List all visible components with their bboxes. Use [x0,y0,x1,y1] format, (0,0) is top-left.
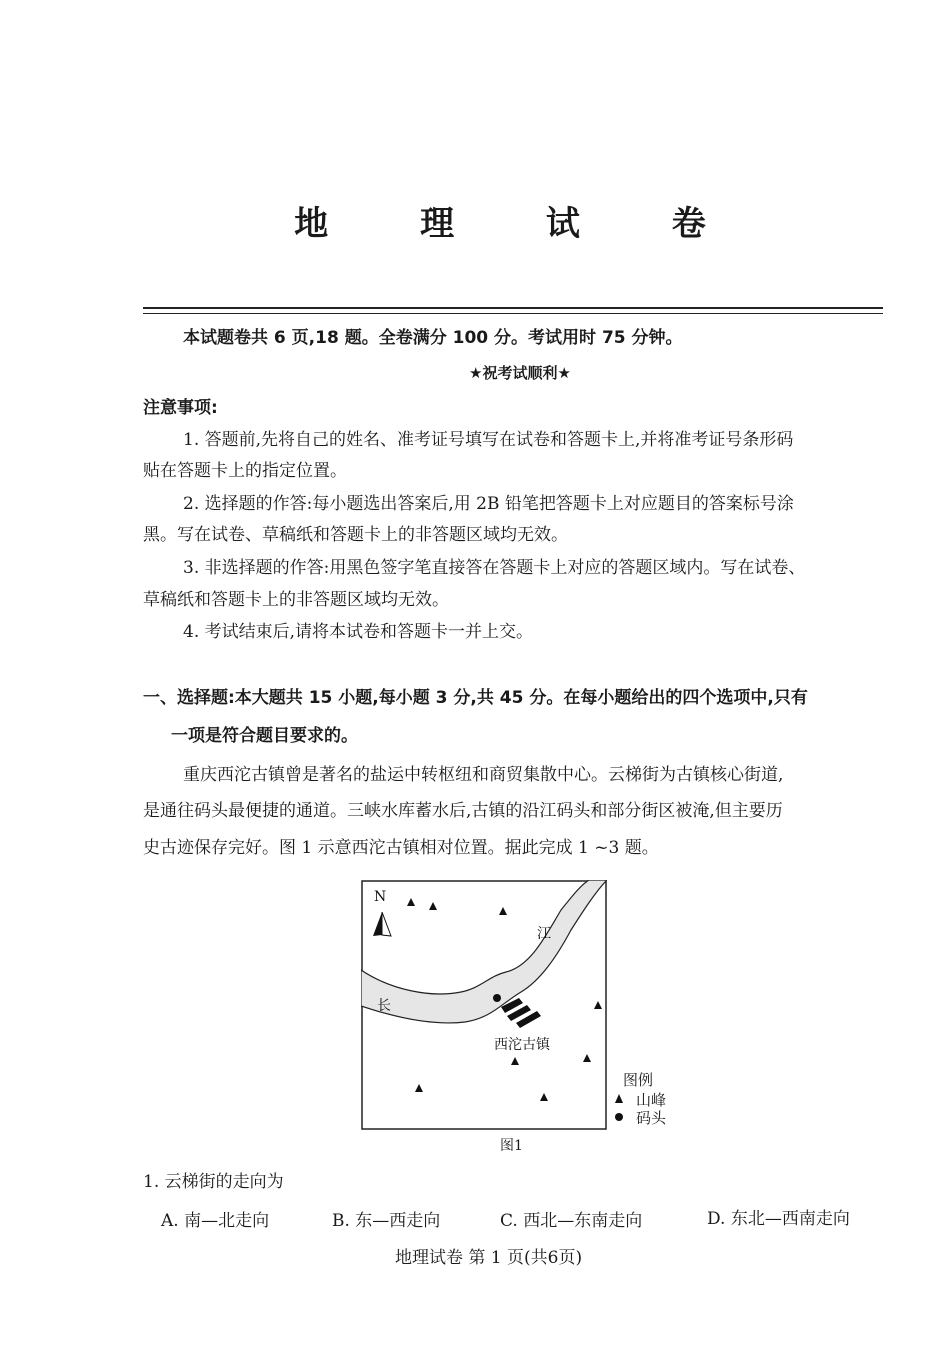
exam-motto: ★祝考试顺利★ [469,364,571,382]
header-rule-thin [143,313,883,314]
river-label-chang: 长 [377,998,391,1014]
note-2-line-2: 黑。写在试卷、草稿纸和答题卡上的非答题区域均无效。 [143,525,568,545]
page-footer: 地理试卷 第 1 页(共6页) [395,1248,583,1268]
legend-dock-label: 码头 [636,1109,667,1127]
header-rule-thick [143,307,883,309]
exam-info: 本试题卷共 6 页,18 题。全卷满分 100 分。考试用时 75 分钟。 [183,328,683,348]
north-label: N [374,889,387,905]
passage-line-3: 史古迹保存完好。图 1 示意西沱古镇相对位置。据此完成 1 ~3 题。 [143,838,659,858]
legend-dock-icon [613,1111,625,1123]
location-map [361,880,607,1130]
passage-line-1: 重庆西沱古镇曾是著名的盐运中转枢纽和商贸集散中心。云梯街为古镇核心街道, [183,765,784,785]
notes-heading: 注意事项: [143,398,218,418]
town-label: 西沱古镇 [494,1037,550,1053]
note-1-line-1: 1. 答题前,先将自己的姓名、准考证号填写在试卷和答题卡上,并将准考证号条形码 [183,430,794,450]
question-1-stem: 1. 云梯街的走向为 [143,1172,284,1192]
river-label-jiang: 江 [537,926,551,942]
note-1-line-2: 贴在答题卡上的指定位置。 [143,461,347,481]
legend-peak-label: 山峰 [636,1091,667,1109]
dock-icon [493,994,501,1002]
note-3-line-1: 3. 非选择题的作答:用黑色签字笔直接答在答题卡上对应的答题区域内。写在试卷、 [183,558,806,578]
page-title: 地 理 试 卷 [294,204,746,244]
passage-line-2: 是通往码头最便捷的通道。三峡水库蓄水后,古镇的沿江码头和部分街区被淹,但主要历 [143,801,783,821]
note-4-line-1: 4. 考试结束后,请将本试卷和答题卡一并上交。 [183,622,534,642]
section-heading-line-1: 一、选择题:本大题共 15 小题,每小题 3 分,共 45 分。在每小题给出的四个选项中,只有 [143,688,808,708]
question-1-option-c[interactable]: C. 西北—东南走向 [500,1211,643,1231]
note-2-line-1: 2. 选择题的作答:每小题选出答案后,用 2B 铅笔把答题卡上对应题目的答案标号涂 [183,494,794,514]
figure-caption: 图1 [500,1138,523,1154]
question-1-option-d[interactable]: D. 东北—西南走向 [707,1209,850,1229]
question-1-option-b[interactable]: B. 东—西走向 [332,1211,441,1231]
legend-title: 图例 [623,1071,654,1089]
legend-peak-icon [613,1093,625,1105]
section-heading-line-2: 一项是符合题目要求的。 [171,726,358,746]
question-1-option-a[interactable]: A. 南—北走向 [161,1211,270,1231]
note-3-line-2: 草稿纸和答题卡上的非答题区域均无效。 [143,590,449,610]
